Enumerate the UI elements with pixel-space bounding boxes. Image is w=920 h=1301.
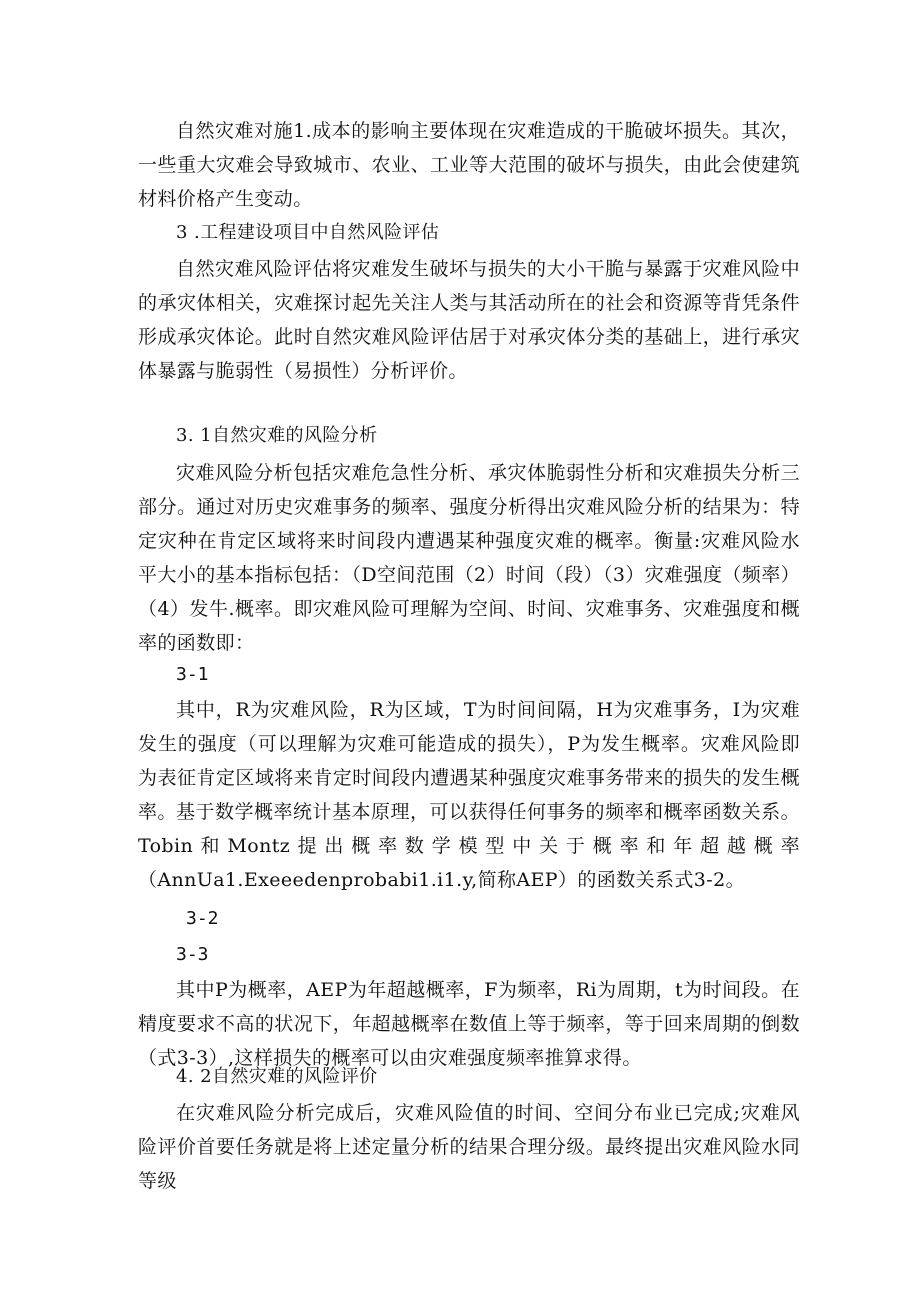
section-heading-risk-assessment: 3 .工程建设项目中自然风险评估 [176, 222, 440, 243]
subsection-heading-risk-evaluation: 4. 2自然灾难的风险评价 [176, 1066, 378, 1087]
equation-label-3-1: 3-1 [176, 664, 209, 685]
subsection-heading-risk-analysis: 3. 1自然灾难的风险分析 [176, 425, 378, 446]
paragraph-disaster-cost: 自然灾难对施1.成本的影响主要体现在灾难造成的干脆破坏损失。其次，一些重大灾难会导致城市、农业、工业等大范围的破坏与损失，由此会使建筑材料价格产生变动。 [138, 120, 800, 210]
paragraph-risk-assessment: 自然灾难风险评估将灾难发生破坏与损失的大小干脆与暴露于灾难风险中的承灾体相关，灾难探讨起先关注人类与其活动所在的社会和资源等背凭条件形成承灾体论。此时自然灾难风险评估居于对承灾体分类的基础上，进行承灾体暴露与脆弱性（易损性）分析评价。 [138, 258, 800, 382]
paragraph-variable-definitions: 其中，R为灾难风险，R为区域，T为时间间隔，H为灾难事务，I为灾难发生的强度（可以理解为灾难可能造成的损失），P为发生概率。灾难风险即为表征肯定区域将来肯定时间段内遭遇某种强度灾难事务带来的损失的发生概率。 [138, 699, 800, 823]
equation-label-3-3: 3-3 [176, 944, 209, 965]
paragraph-aep-definitions: 其中P为概率，AEP为年超越概率，F为频率，Ri为周期，t为时间段。在精度要求不高的状况下，年超越概率在数值上等于频率，等于回来周期的倒数（式3-3）,这样损失的概率可以由灾难强度频率推算求得。 [138, 979, 800, 1069]
paragraph-probability-model: 基于数学概率统计基本原理，可以获得任何事务的频率和概率函数关系。Tobin和Montz提出概率数学模型中关于概率和年超越概率（AnnUa1.Exeeedenprobabi1.i1.y,简称AEP）的函数关系式3-2。 [138, 801, 800, 891]
paragraph-risk-analysis: 灾难风险分析包括灾难危急性分析、承灾体脆弱性分析和灾难损失分析三部分。通过对历史灾难事务的频率、强度分析得出灾难风险分析的结果为：特定灾种在肯定区域将来时间段内遭遇某种强度灾难的概率。衡量:灾难风险水平大小的基本指标包括：（D空间范围（2）时间（段）（3）灾难强度（频率）（4）发牛.概率。即灾难风险可理解为空间、时间、灾难事务、灾难强度和概率的函数即： [138, 462, 800, 654]
equation-label-3-2: 3-2 [186, 908, 219, 929]
paragraph-risk-evaluation: 在灾难风险分析完成后，灾难风险值的时间、空间分布业已完成;灾难风险评价首要任务就是将上述定量分析的结果合理分级。最终提出灾难风险水同等级 [138, 1102, 800, 1192]
